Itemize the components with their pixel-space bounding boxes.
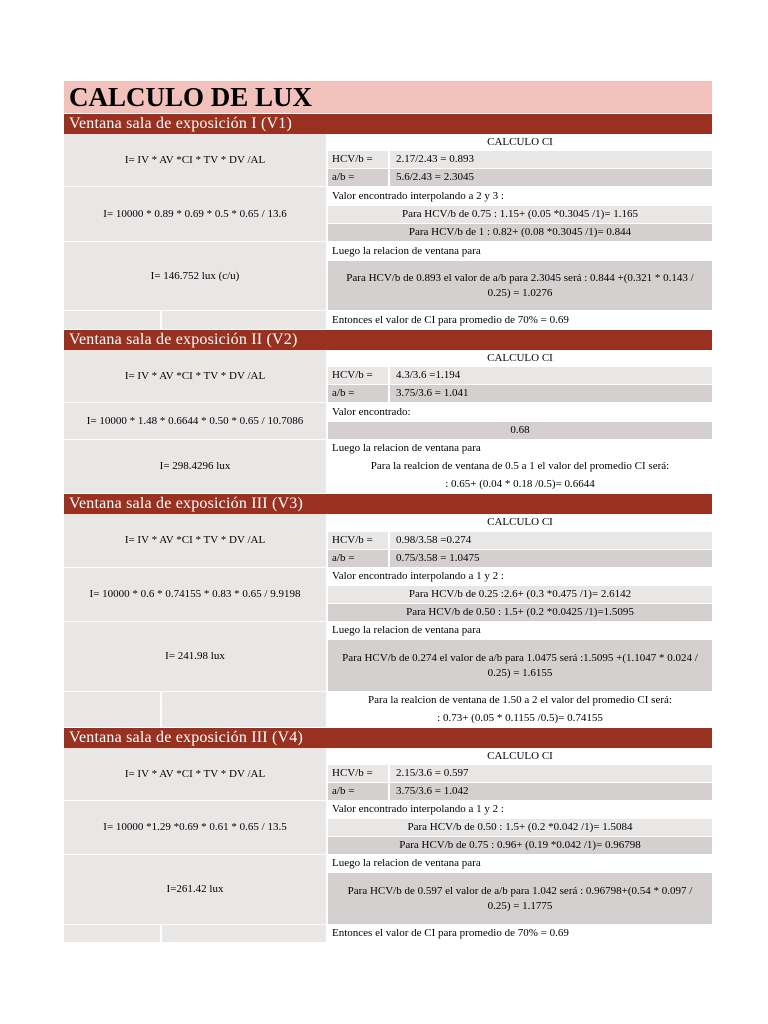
formula-cell: I= IV * AV *CI * TV * DV /AL — [64, 350, 328, 403]
substitution-cell: I= 10000 * 0.6 * 0.74155 * 0.83 * 0.65 / 9.9198 — [64, 568, 328, 622]
calc-ci-title: CALCULO CI — [328, 350, 712, 367]
ab-row — [328, 385, 712, 403]
found-text: Valor encontrado interpolando a 1 y 2 : — [328, 568, 712, 586]
relation-text: Luego la relacion de ventana para — [328, 855, 712, 873]
interp-row-2: Para HCV/b de 0.50 : 1.5+ (0.2 *0.0425 /1)=1.5095 — [328, 604, 712, 622]
substitution-cell: I= 10000 *1.29 *0.69 * 0.61 * 0.65 / 13.5 — [64, 801, 328, 855]
conclusion-text: Entonces el valor de CI para promedio de 70% = 0.69 — [328, 925, 712, 943]
result-cell: I= 146.752 lux (c/u) — [64, 242, 328, 311]
relation-text: Luego la relacion de ventana para — [328, 440, 712, 458]
empty-cell — [64, 692, 328, 728]
ab-row — [328, 783, 712, 801]
hcv-row — [328, 367, 712, 385]
relation-value: Para HCV/b de 0.274 el valor de a/b para 1.0475 será :1.5095 +(1.1047 * 0.024 / 0.25) = 1.6155 — [328, 640, 712, 692]
ab-row — [328, 550, 712, 568]
hcv-value: 0.98/3.58 =0.274 — [396, 534, 472, 546]
section-heading-v2: Ventana sala de exposición II (V2) — [64, 330, 712, 350]
result-cell: I= 241.98 lux — [64, 622, 328, 692]
interp-row-1: Para HCV/b de 0.50 : 1.5+ (0.2 *0.042 /1)= 1.5084 — [328, 819, 712, 837]
relation-text: Luego la relacion de ventana para — [328, 242, 712, 261]
ab-value: 3.75/3.6 = 1.041 — [396, 387, 469, 399]
relation-line-1: Para la realcion de ventana de 1.50 a 2 el valor del promedio CI será: — [328, 692, 712, 710]
hcv-label: HCV/b = — [328, 765, 390, 782]
ab-label: a/b = — [328, 783, 390, 800]
relation-value: Para HCV/b de 0.893 el valor de a/b para 2.3045 será : 0.844 +(0.321 * 0.143 / 0.25) = 1.0276 — [328, 261, 712, 311]
substitution-cell: I= 10000 * 0.89 * 0.69 * 0.5 * 0.65 / 13.6 — [64, 187, 328, 242]
document — [64, 81, 712, 943]
interp-row-2: Para HCV/b de 1 : 0.82+ (0.08 *0.3045 /1)= 0.844 — [328, 224, 712, 242]
formula-cell: I= IV * AV *CI * TV * DV /AL — [64, 134, 328, 187]
relation-text: Luego la relacion de ventana para — [328, 622, 712, 640]
ab-label: a/b = — [328, 385, 390, 402]
page-title: CALCULO DE LUX — [64, 81, 712, 114]
relation-line-2: : 0.73+ (0.05 * 0.1155 /0.5)= 0.74155 — [328, 710, 712, 728]
substitution-cell: I= 10000 * 1.48 * 0.6644 * 0.50 * 0.65 / 10.7086 — [64, 403, 328, 440]
section-v2 — [64, 350, 712, 494]
result-cell: I=261.42 lux — [64, 855, 328, 925]
hcv-value: 2.15/3.6 = 0.597 — [396, 767, 469, 779]
formula-cell: I= IV * AV *CI * TV * DV /AL — [64, 514, 328, 568]
hcv-label: HCV/b = — [328, 367, 390, 384]
section-v3 — [64, 514, 712, 728]
found-text: Valor encontrado interpolando a 1 y 2 : — [328, 801, 712, 819]
relation-line-1: Para la realcion de ventana de 0.5 a 1 el valor del promedio CI será: — [328, 458, 712, 476]
empty-cell — [64, 311, 328, 330]
interp-row-1: Para HCV/b de 0.75 : 1.15+ (0.05 *0.3045 /1)= 1.165 — [328, 206, 712, 224]
section-heading-v3: Ventana sala de exposición III (V3) — [64, 494, 712, 514]
calc-ci-title: CALCULO CI — [328, 514, 712, 532]
section-v1 — [64, 134, 712, 330]
hcv-row — [328, 151, 712, 169]
section-heading-v4: Ventana sala de exposición III (V4) — [64, 728, 712, 748]
interp-row-1: Para HCV/b de 0.25 :2.6+ (0.3 *0.475 /1)= 2.6142 — [328, 586, 712, 604]
section-v4 — [64, 748, 712, 943]
ab-value: 3.75/3.6 = 1.042 — [396, 785, 469, 797]
ab-label: a/b = — [328, 169, 390, 186]
hcv-row — [328, 765, 712, 783]
hcv-row — [328, 532, 712, 550]
relation-line-2: : 0.65+ (0.04 * 0.18 /0.5)= 0.6644 — [328, 476, 712, 494]
interp-row-2: Para HCV/b de 0.75 : 0.96+ (0.19 *0.042 /1)= 0.96798 — [328, 837, 712, 855]
found-value: 0.68 — [328, 422, 712, 440]
result-cell: I= 298.4296 lux — [64, 440, 328, 494]
found-text: Valor encontrado: — [328, 403, 712, 422]
empty-cell — [64, 925, 328, 943]
hcv-value: 4.3/3.6 =1.194 — [396, 369, 461, 381]
hcv-label: HCV/b = — [328, 532, 390, 549]
ab-row — [328, 169, 712, 187]
conclusion-text: Entonces el valor de CI para promedio de 70% = 0.69 — [328, 311, 712, 330]
calc-ci-title: CALCULO CI — [328, 748, 712, 765]
hcv-label: HCV/b = — [328, 151, 390, 168]
hcv-value: 2.17/2.43 = 0.893 — [396, 153, 475, 165]
section-heading-v1: Ventana sala de exposición I (V1) — [64, 114, 712, 134]
found-text: Valor encontrado interpolando a 2 y 3 : — [328, 187, 712, 206]
calc-ci-title: CALCULO CI — [328, 134, 712, 151]
ab-label: a/b = — [328, 550, 390, 567]
relation-value: Para HCV/b de 0.597 el valor de a/b para 1.042 será : 0.96798+(0.54 * 0.097 / 0.25) = 1.1775 — [328, 873, 712, 925]
ab-value: 5.6/2.43 = 2.3045 — [396, 171, 475, 183]
ab-value: 0.75/3.58 = 1.0475 — [396, 552, 480, 564]
formula-cell: I= IV * AV *CI * TV * DV /AL — [64, 748, 328, 801]
